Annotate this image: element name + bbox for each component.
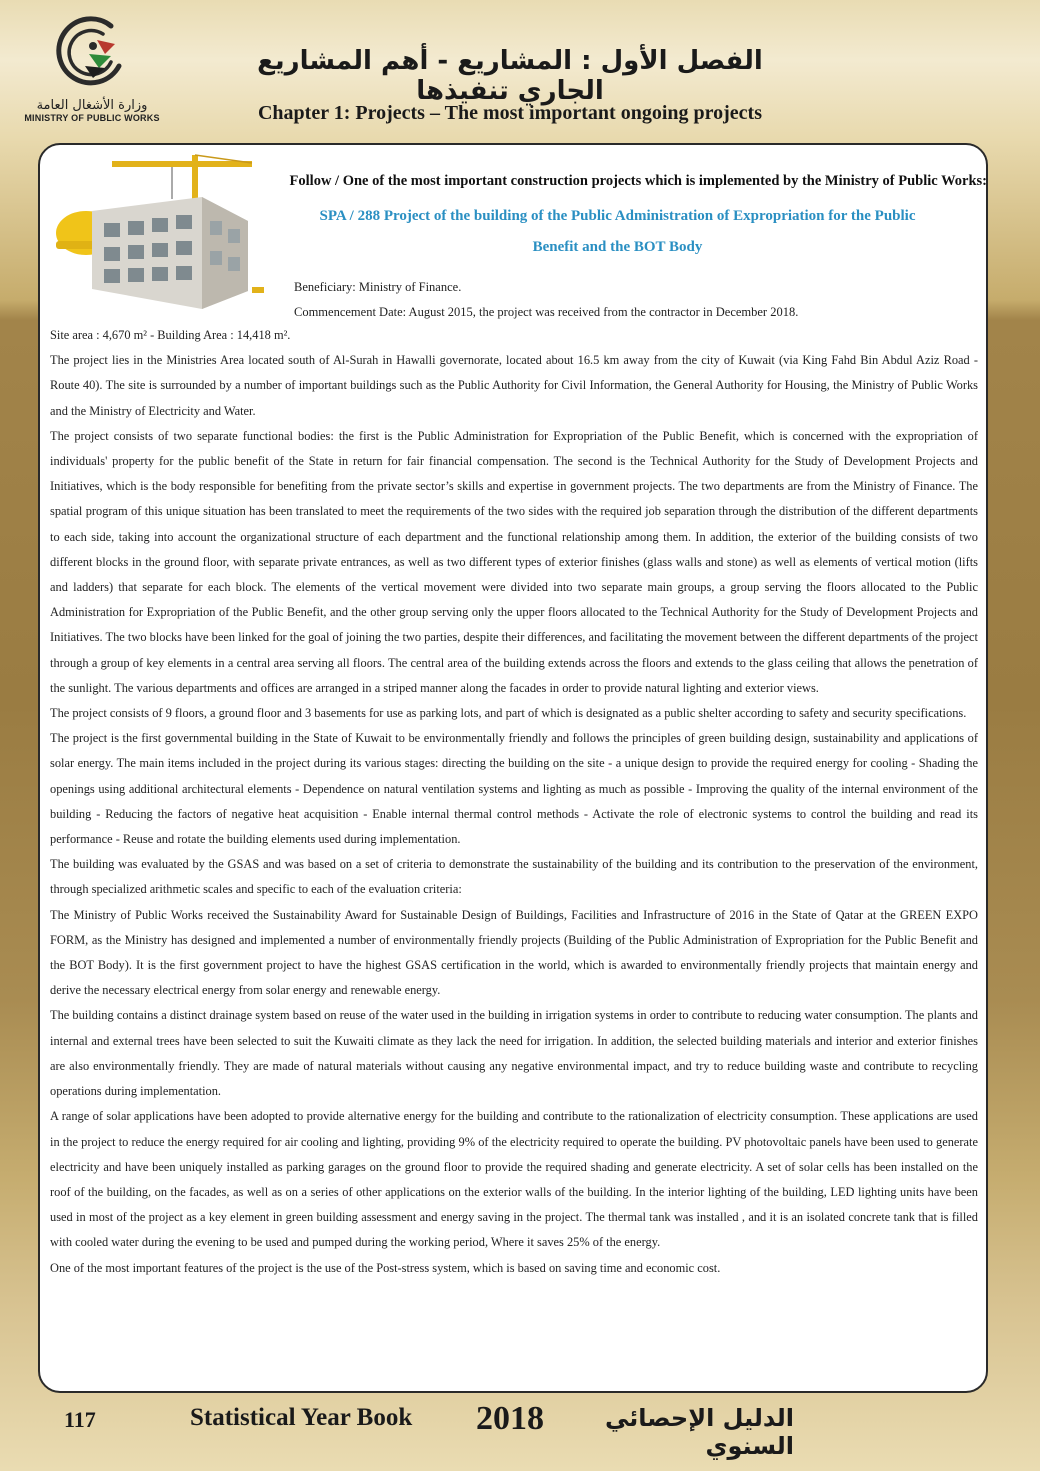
paragraph: The project consists of 9 floors, a ground floor and 3 basements for use as parking lots, and part of which is designated as a public shelter according to safety and security specifications. — [50, 706, 967, 721]
paragraph: The project consists of two separate functional bodies: the first is the Public Administration for Expropriation of the Public Benefit, which is concerned with the expropriation of individuals' property for the public benefit of the State in return for fair financial compensation. The second is the Technical Authority for the Study of Development Projects and Initiatives, which is the body responsible for benefiting from the private sector’s skills and expertise in government projects. The two departments are from the Ministry of Finance. The spatial program of this unique situation has been translated to meet the requirements of the two sides with the required job separation through the distribution of the different departments to each side, taking into account the organizational structure of each department and the functional relationship among them. In addition, the exterior of the building consists of two different blocks in the ground floor, with separate private entrances, as well as two different types of exterior finishes (glass walls and stone) as well as elements of vertical motion (lifts and ladders) that separate for each block. The elements of the vertical movement were divided into two separate main groups, a group serving the floors allocated to the Public Administration for Expropriation of the Public Benefit, and the other group serving only the upper floors allocated to the Technical Authority for the Study of Development Projects and Initiatives. The two blocks have been linked for the goal of joining the two parties, despite their differences, and facilitating the movement between the different departments of the project through a group of key elements in a central area serving all floors. The central area of the building extends across the floors and extends to the glass ceiling that allows the penetration of the sunlight. The various departments and offices are arranged in a striped manner along the facades in order to provide natural lighting and exterior views. — [50, 428, 978, 695]
intro-heading: Follow / One of the most important construction projects which is implemented by the Ministry of Public Works: — [289, 173, 987, 189]
paragraph: One of the most important features of the project is the use of the Post-stress system, which is based on saving time and economic cost. — [50, 1260, 721, 1275]
page-title-english: Chapter 1: Projects – The most important ongoing projects — [257, 102, 763, 124]
body-text — [50, 323, 978, 1281]
logo-english-text: MINISTRY OF PUBLIC WORKS — [24, 113, 160, 123]
paragraph: The building contains a distinct drainage system based on reuse of the water used in the building in irrigation systems in order to contribute to reducing water consumption. The plants and internal and external trees have been selected to suit the Kuwaiti climate as they lack the need for irrigation. In addition, the selected building materials and interior and exterior finishes are also environmentally friendly. They are made of natural materials without causing any negative environmental impact, and try to reduce building waste and contribute to recycling operations during implementation. — [50, 1008, 978, 1099]
content-card — [38, 143, 988, 1393]
beneficiary-text: Beneficiary: Ministry of Finance. — [294, 280, 462, 294]
commencement-text: Commencement Date: August 2015, the project was received from the contractor in December 2018. — [294, 305, 799, 319]
footer-title-arabic: الدليل الإحصائي السنوي — [604, 1404, 794, 1460]
project-title-line-2: Benefit and the BOT Body — [532, 239, 703, 255]
footer-title-english: Statistical Year Book — [190, 1404, 413, 1431]
ministry-emblem-icon — [53, 14, 131, 96]
project-meta — [294, 275, 954, 325]
paragraph: A range of solar applications have been adopted to provide alternative energy for the building and contribute to the rationalization of electricity consumption. These applications are used in the project to reduce the energy required for air cooling and lighting, providing 9% of the electricity required to operate the building. PV photovoltaic panels have been used to generate electricity and have been uniquely installed as parking garages on the ground floor to provide the required shading and generate electricity. A set of solar cells has been installed on the roof of the building, on the facades, as well as on a series of other applications on the exterior walls of the building. In the interior lighting of the building, LED lighting units have been used in most of the project as a key element in green building assessment and energy saving in the project. The thermal tank was installed , and it is an isolated concrete tank that is filled with cooled water during the evening to be used and pumped during the working period, Where it saves 25% of the energy. — [50, 1109, 978, 1250]
page-title-arabic: الفصل الأول : المشاريع - أهم المشاريع الجاري تنفيذها — [257, 46, 763, 106]
project-title-line-1: SPA / 288 Project of the building of the Public Administration of Expropriation for the Public — [319, 208, 916, 224]
ministry-logo — [22, 14, 162, 132]
paragraph: The project lies in the Ministries Area located south of Al-Surah in Hawalli governorate, located about 16.5 km away from the city of Kuwait (via King Fahd Bin Abdul Aziz Road - Route 40). The site is surrounded by a number of important buildings such as the Public Authority for Civil Information, the General Authority for Housing, the Ministry of Public Works and the Ministry of Electricity and Water. — [50, 353, 978, 418]
page-number: 117 — [64, 1407, 96, 1432]
paragraph: Site area : 4,670 m² - Building Area : 14,418 m². — [50, 328, 291, 342]
footer-year: 2018 — [476, 1400, 544, 1437]
paragraph: The project is the first governmental building in the State of Kuwait to be environmentally friendly and follows the principles of green building design, sustainability and applications of solar energy. The main items included in the project during its various stages: directing the building on the site - a unique design to provide the required energy for cooling - Shading the openings using additional architectural elements - Dependence on natural ventilation systems and lighting as much as possible - Improving the quality of the internal environment of the building - Reducing the factors of negative heat acquisition - Enable internal thermal control methods - Activate the role of electronic systems to control the building and read its performance - Reuse and rotate the building elements used during implementation. — [50, 731, 978, 847]
logo-arabic-text: وزارة الأشغال العامة — [36, 98, 148, 113]
paragraph: The building was evaluated by the GSAS and was based on a set of criteria to demonstrate the sustainability of the building and its contribution to the preservation of the environment, through specialized arithmetic scales and specific to each of the evaluation criteria: — [50, 857, 978, 897]
paragraph: The Ministry of Public Works received the Sustainability Award for Sustainable Design of Buildings, Facilities and Infrastructure of 2016 in the State of Qatar at the GREEN EXPO FORM, as the Ministry has designed and implemented a number of environmentally friendly projects (Building of the Public Administration of Expropriation for the Public Benefit and the BOT Body). It is the first government project to have the highest GSAS certification in the world, which is awarded to environmentally friendly projects that maintain energy and derive the necessary electrical energy from solar energy and renewable energy. — [50, 907, 978, 998]
project-title — [265, 201, 970, 263]
